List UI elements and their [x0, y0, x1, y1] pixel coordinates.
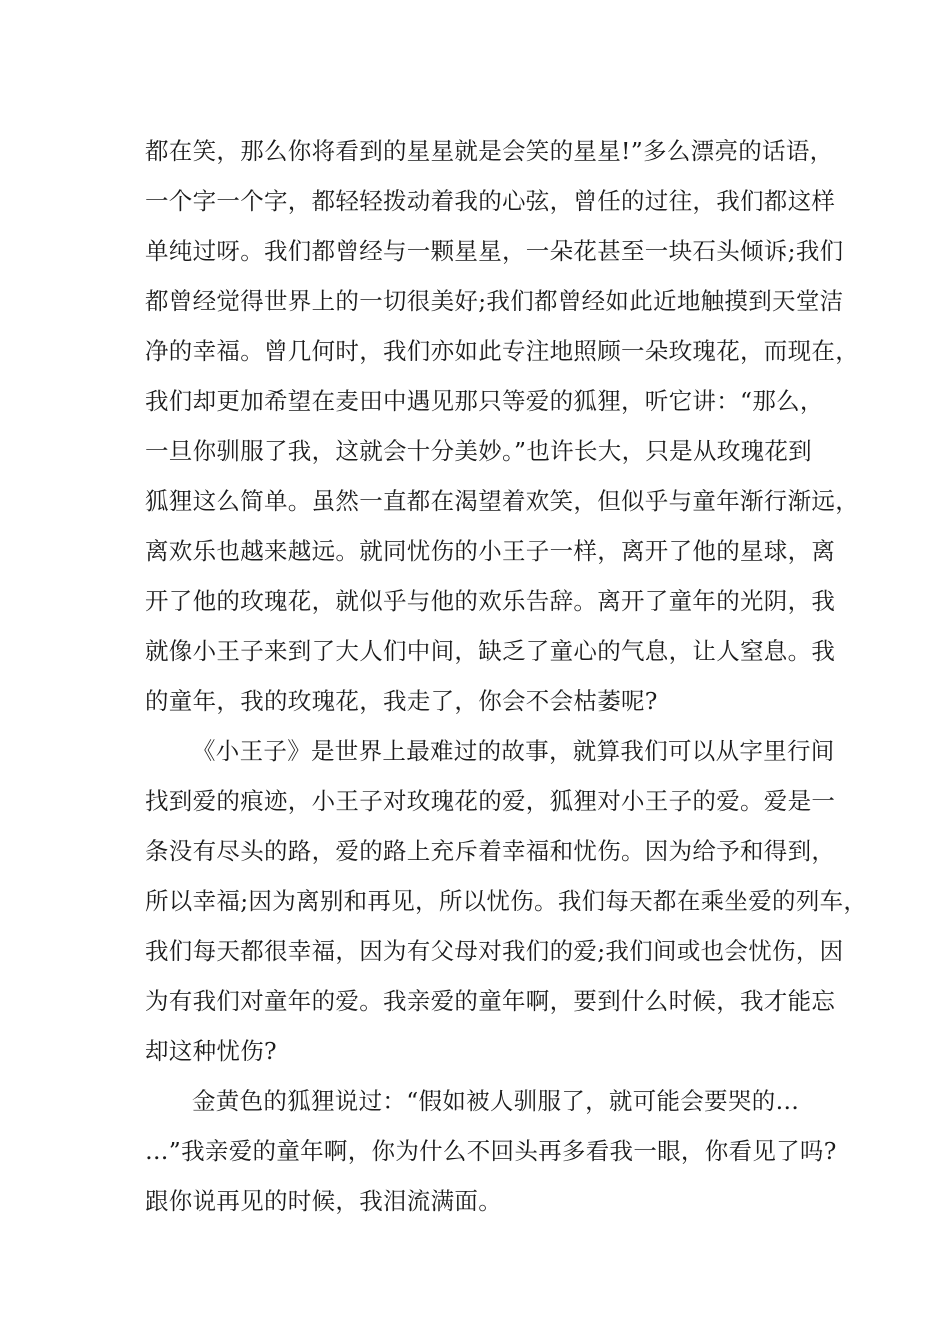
text-line: 条没有尽头的路，爱的路上充斥着幸福和忧伤。因为给予和得到， [145, 837, 836, 865]
text-line: 却这种忧伤? [145, 1037, 277, 1065]
text-line: 单纯过呀。我们都曾经与一颗星星，一朵花甚至一块石头倾诉;我们 [145, 237, 844, 265]
text-line: 都在笑，那么你将看到的星星就是会笑的星星!”多么漂亮的话语， [145, 137, 834, 165]
text-line: 开了他的玫瑰花，就似乎与他的欢乐告辞。离开了童年的光阴，我 [145, 587, 836, 615]
text-line: 的童年，我的玫瑰花，我走了，你会不会枯萎呢? [145, 687, 658, 715]
text-line: 都曾经觉得世界上的一切很美好;我们都曾经如此近地触摸到天堂洁 [145, 287, 844, 315]
text-line: 我们却更加希望在麦田中遇见那只等爱的狐狸，听它讲：“那么， [145, 387, 824, 415]
text-line: 一旦你驯服了我，这就会十分美妙。”也许长大，只是从玫瑰花到 [145, 437, 812, 465]
text-line: 找到爱的痕迹，小王子对玫瑰花的爱，狐狸对小王子的爱。爱是一 [145, 787, 836, 815]
text-line: 我们每天都很幸福，因为有父母对我们的爱;我们间或也会忧伤，因 [145, 937, 844, 965]
text-line: 就像小王子来到了大人们中间，缺乏了童心的气息，让人窒息。我 [145, 637, 836, 665]
paragraph-first-line: 金黄色的狐狸说过：“假如被人驯服了，就可能会要哭的… [192, 1087, 800, 1115]
text-line: 所以幸福;因为离别和再见，所以忧伤。我们每天都在乘坐爱的列车， [145, 887, 868, 915]
text-line: 为有我们对童年的爱。我亲爱的童年啊，要到什么时候，我才能忘 [145, 987, 836, 1015]
text-line: 净的幸福。曾几何时，我们亦如此专注地照顾一朵玫瑰花，而现在， [145, 337, 859, 365]
text-line: 狐狸这么简单。虽然一直都在渴望着欢笑，但似乎与童年渐行渐远， [145, 487, 859, 515]
text-line: 离欢乐也越来越远。就同忧伤的小王子一样，离开了他的星球，离 [145, 537, 836, 565]
paragraph-first-line: 《小王子》是世界上最难过的故事，就算我们可以从字里行间 [192, 737, 835, 765]
text-line: 跟你说再见的时候，我泪流满面。 [145, 1187, 502, 1215]
text-line: 一个字一个字，都轻轻拨动着我的心弦，曾任的过往，我们都这样 [145, 187, 836, 215]
text-line: …”我亲爱的童年啊，你为什么不回头再多看我一眼，你看见了吗? [145, 1137, 837, 1165]
